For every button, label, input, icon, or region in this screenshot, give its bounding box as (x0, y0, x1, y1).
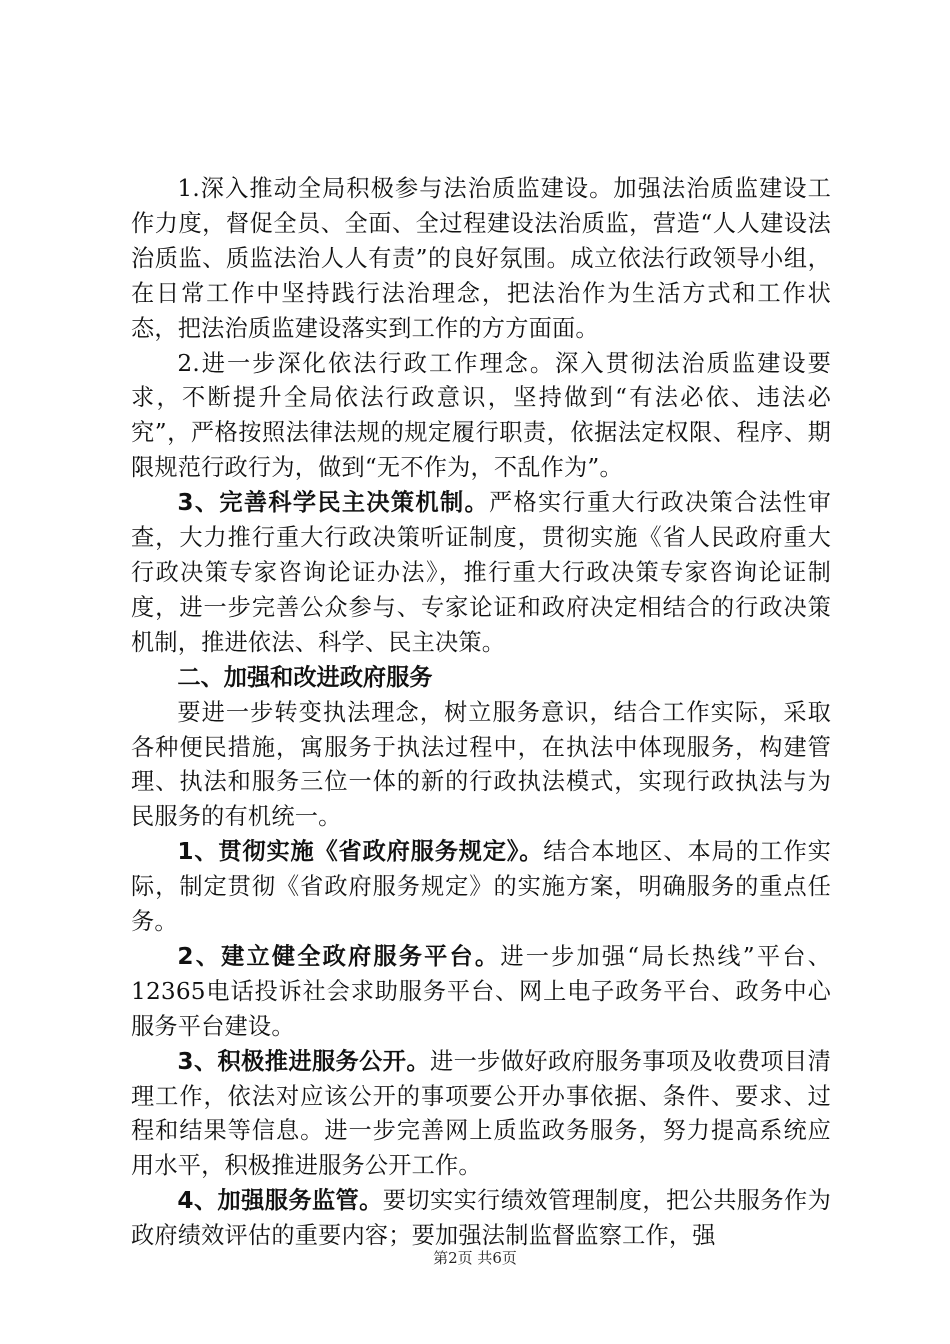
paragraph-4-text: 要进一步转变执法理念，树立服务意识，结合工作实际，采取各种便民措施，寓服务于执法过程中，在执法中体现服务，构建管理、执法和服务三位一体的新的行政执法模式，实现行政执法与为民服务的有机统一。 (131, 698, 831, 831)
paragraph-5-lead: 1、贯彻实施《省政府服务规定》。 (177, 838, 544, 866)
paragraph-6-lead: 2、建立健全政府服务平台。 (177, 942, 501, 970)
paragraph-2 (131, 347, 831, 487)
paragraph-3 (131, 486, 831, 661)
page-number-footer: 第2页 共6页 (433, 1249, 517, 1267)
paragraph-7 (131, 1045, 831, 1185)
paragraph-8-lead: 4、加强服务监管。 (177, 1187, 383, 1215)
paragraph-3-lead: 3、完善科学民主决策机制。 (177, 489, 489, 517)
document-body (131, 172, 831, 1254)
paragraph-6 (131, 940, 831, 1045)
paragraph-8-text: 要切实实行绩效管理制度，把公共服务作为政府绩效评估的重要内容；要加强法制监督监察工作，强 (131, 1187, 831, 1250)
paragraph-4 (131, 696, 831, 836)
paragraph-1 (131, 172, 831, 347)
paragraph-7-text: 进一步做好政府服务事项及收费项目清理工作，依法对应该公开的事项要公开办事依据、条件、要求、过程和结果等信息。进一步完善网上质监政务服务，努力提高系统应用水平，积极推进服务公开工作。 (131, 1047, 831, 1180)
paragraph-2-text: 2.进一步深化依法行政工作理念。深入贯彻法治质监建设要求，不断提升全局依法行政意识，坚持做到“有法必依、违法必究”，严格按照法律法规的规定履行职责，依据法定权限、程序、期限规范行政行为，做到“无不作为，不乱作为”。 (131, 349, 831, 482)
paragraph-6-text: 进一步加强“局长热线”平台、12365电话投诉社会求助服务平台、网上电子政务平台、政务中心服务平台建设。 (131, 942, 831, 1040)
section-heading: 二、加强和改进政府服务 (177, 663, 433, 691)
paragraph-3-text: 严格实行重大行政决策合法性审查，大力推行重大行政决策听证制度，贯彻实施《省人民政府重大行政决策专家咨询论证办法》，推行重大行政决策专家咨询论证制度，进一步完善公众参与、专家论证和政府决定相结合的行政决策机制，推进依法、科学、民主决策。 (131, 489, 831, 656)
paragraph-1-text: 1.深入推动全局积极参与法治质监建设。加强法治质监建设工作力度，督促全员、全面、全过程建设法治质监，营造“人人建设法治质监、质监法治人人有责”的良好氛围。成立依法行政领导小组，在日常工作中坚持践行法治理念，把法治作为生活方式和工作状态，把法治质监建设落实到工作的方方面面。 (131, 175, 831, 342)
paragraph-7-lead: 3、积极推进服务公开。 (177, 1047, 430, 1075)
paragraph-8 (131, 1184, 831, 1254)
paragraph-5-text: 结合本地区、本局的工作实际，制定贯彻《省政府服务规定》的实施方案，明确服务的重点任务。 (131, 838, 832, 936)
paragraph-5 (131, 835, 831, 940)
